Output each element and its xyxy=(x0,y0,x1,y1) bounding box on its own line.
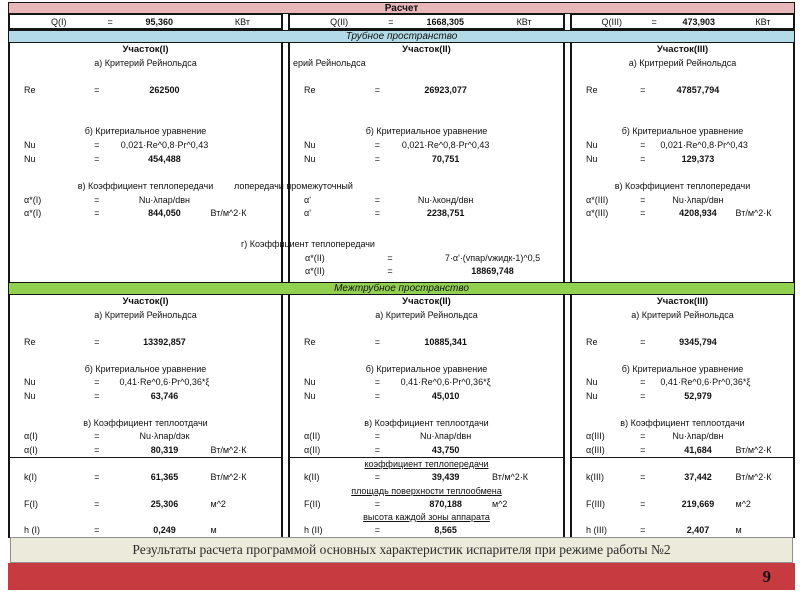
table-row xyxy=(10,84,281,98)
table-row xyxy=(572,444,793,458)
row-unit: м^2 xyxy=(210,498,226,509)
equals-sign: = xyxy=(640,336,646,347)
heading-text: Участок(III) xyxy=(656,44,709,55)
spacer-row xyxy=(10,403,281,417)
spacer-row xyxy=(572,70,793,84)
equals-sign: = xyxy=(640,194,646,205)
table-row xyxy=(572,194,793,208)
heading-text: в) Коэффициент теплоотдачи xyxy=(364,417,489,428)
table-row xyxy=(290,336,563,350)
row-label: h (III) xyxy=(586,525,608,536)
row-label: α' xyxy=(304,194,311,205)
spacer-row xyxy=(10,511,281,524)
row-value: 473,903 xyxy=(682,16,716,27)
heading-text: б) Критериальное уравнение xyxy=(84,126,207,137)
row-label: Nu xyxy=(586,390,598,401)
row-label: Nu xyxy=(304,390,316,401)
row-label: Re xyxy=(304,336,316,347)
block-heading: г) Коэффициент теплопередачи xyxy=(241,239,375,249)
spacer-row xyxy=(572,485,793,498)
row-label: Re xyxy=(24,85,36,96)
spacer-row xyxy=(10,98,281,112)
table-row xyxy=(572,524,793,537)
row-value: 80,319 xyxy=(150,444,179,455)
row-value: 0,249 xyxy=(153,525,176,536)
section-title: Межтрубное пространство xyxy=(334,283,469,294)
heading-text: коэффициент теплопередачи xyxy=(364,459,489,469)
row-value: 47857,794 xyxy=(676,85,720,96)
slide-caption xyxy=(10,537,793,563)
table-column-zone3 xyxy=(570,295,795,457)
equals-sign: = xyxy=(651,16,657,27)
equals-sign: = xyxy=(94,377,100,387)
table-row xyxy=(10,153,281,167)
spacer-row xyxy=(572,98,793,112)
table-row xyxy=(290,139,563,153)
table-heading-row xyxy=(572,125,793,139)
block-rows xyxy=(235,252,565,279)
row-value: 13392,857 xyxy=(143,336,186,347)
row-label: α' xyxy=(304,208,311,219)
row-label: Nu xyxy=(304,377,316,387)
equals-sign: = xyxy=(374,194,380,205)
row-label: Nu xyxy=(24,377,36,387)
row-label: Nu xyxy=(24,139,36,150)
heading-text: а) Критерий Рейнольдса xyxy=(631,309,734,320)
row-value: 7·α'·(vпар/vжидк-1)^0,5 xyxy=(444,252,541,263)
equals-sign: = xyxy=(94,444,100,455)
heading-text: б) Критериальное уравнение xyxy=(621,126,744,137)
heading-text: б) Критериальное уравнение xyxy=(365,126,488,137)
row-label: α(III) xyxy=(586,431,605,441)
row-label: h (II) xyxy=(304,525,323,536)
table-row xyxy=(572,376,793,390)
table-row xyxy=(10,524,281,537)
equals-sign: = xyxy=(94,472,100,483)
row-value: 219,669 xyxy=(681,498,715,509)
row-value: 95,360 xyxy=(145,16,174,27)
row-value: 2238,751 xyxy=(426,208,465,219)
row-value: 52,979 xyxy=(684,390,712,401)
equals-sign: = xyxy=(387,252,393,263)
table-row xyxy=(235,265,565,279)
totals-table xyxy=(8,457,795,537)
spacer-row xyxy=(572,403,793,417)
row-unit: Вт/м^2·К xyxy=(210,444,247,455)
row-unit: м xyxy=(735,525,742,536)
spacer-row xyxy=(572,111,793,125)
row-value: 9345,794 xyxy=(679,336,717,347)
table-column-zone3 xyxy=(570,43,795,282)
row-label: Nu xyxy=(304,153,316,164)
row-value: Nu·λпар/dэк xyxy=(139,431,190,441)
row-unit: Вт/м^2·К xyxy=(210,472,247,483)
heading-text: Участок(I) xyxy=(122,44,169,55)
spacer-row xyxy=(572,349,793,363)
table-row xyxy=(570,13,795,30)
equals-sign: = xyxy=(374,498,380,509)
row-value: 37,442 xyxy=(684,472,712,483)
row-value: 0,41·Re^0,6·Pr^0,36*ξ xyxy=(660,377,751,387)
equals-sign: = xyxy=(94,431,100,441)
row-value: 26923,077 xyxy=(424,85,467,96)
table-heading-row xyxy=(572,363,793,377)
table-row xyxy=(10,444,281,458)
equals-sign: = xyxy=(640,472,646,483)
row-value: 61,365 xyxy=(150,472,179,483)
equals-sign: = xyxy=(640,85,646,96)
table-heading-row xyxy=(10,125,281,139)
row-value: 4208,934 xyxy=(679,208,717,219)
table-row xyxy=(572,153,793,167)
heat-load-row xyxy=(8,13,795,30)
row-value: 25,306 xyxy=(150,498,179,509)
equals-sign: = xyxy=(374,525,380,536)
table-row xyxy=(290,207,563,221)
equals-sign: = xyxy=(640,390,646,401)
equals-sign: = xyxy=(374,431,380,441)
row-value: 870,188 xyxy=(429,498,462,509)
equals-sign: = xyxy=(94,498,100,509)
table-heading-row xyxy=(10,363,281,377)
row-label: Q(III) xyxy=(601,16,623,27)
row-label: α*(III) xyxy=(586,194,609,205)
table-row xyxy=(290,498,563,511)
row-label: F(III) xyxy=(586,498,605,509)
equals-sign: = xyxy=(640,525,646,536)
row-unit: Вт/м^2·К xyxy=(210,208,247,219)
spacer-row xyxy=(10,349,281,363)
equals-sign: = xyxy=(94,390,100,401)
equals-sign: = xyxy=(94,525,100,536)
row-label: α*(I) xyxy=(24,194,42,205)
row-unit: Вт/м^2·К xyxy=(735,444,772,455)
table-row xyxy=(10,207,281,221)
equals-sign: = xyxy=(94,139,100,150)
table-heading-row xyxy=(572,43,793,57)
row-value: 39,439 xyxy=(431,472,460,483)
row-value: Nu·λпар/dвн xyxy=(420,431,472,441)
row-label: Q(II) xyxy=(330,16,349,27)
heading-text: площадь поверхности теплообмена xyxy=(351,485,502,496)
table-row xyxy=(290,524,563,537)
heading-text: ерий Рейнольдса xyxy=(293,57,366,68)
heading-text: б) Критериальное уравнение xyxy=(621,363,744,374)
table-row xyxy=(572,471,793,484)
row-label: α*(II) xyxy=(305,266,325,276)
table-row xyxy=(290,84,563,98)
row-label: F(I) xyxy=(24,498,38,509)
heading-text: в) Коэффициент теплоотдачи xyxy=(83,417,208,428)
table-row xyxy=(572,336,793,350)
row-value: 0,41·Re^0,6·Pr^0,36*ξ xyxy=(119,377,210,387)
heading-text: б) Критериальное уравнение xyxy=(84,363,207,374)
equals-sign: = xyxy=(107,16,113,27)
equals-sign: = xyxy=(94,153,100,164)
equals-sign: = xyxy=(94,194,100,205)
spacer-row xyxy=(572,166,793,180)
spacer-row xyxy=(290,403,563,417)
table-row xyxy=(8,13,283,30)
row-value: 454,488 xyxy=(148,153,181,164)
table-column-zone3 xyxy=(570,457,795,538)
row-label: Nu xyxy=(24,153,36,164)
equals-sign: = xyxy=(640,153,646,164)
row-value: 70,751 xyxy=(431,153,460,164)
row-label: k(III) xyxy=(586,472,604,483)
row-unit: Вт/м^2·К xyxy=(492,472,528,483)
row-value: Nu·λпар/dвн xyxy=(672,431,724,441)
row-label: Re xyxy=(24,336,36,347)
row-value: 1668,305 xyxy=(426,16,465,27)
heading-text: лопередачи промежуточный xyxy=(234,180,353,191)
table-column-zone1 xyxy=(8,457,283,538)
row-value: 262500 xyxy=(149,85,180,96)
row-value: 0,021·Re^0,8·Pr^0,43 xyxy=(660,139,748,150)
table-row xyxy=(10,430,281,444)
heading-text: б) Критериальное уравнение xyxy=(365,363,488,374)
section-title: Трубное пространство xyxy=(345,31,458,42)
equals-sign: = xyxy=(374,472,380,483)
table-row xyxy=(10,471,281,484)
page-number: 9 xyxy=(762,566,771,586)
table-heading-row xyxy=(10,57,281,71)
spacer-row xyxy=(290,349,563,363)
equals-sign: = xyxy=(374,153,380,164)
row-value: 0,41·Re^0,6·Pr^0,36*ξ xyxy=(400,377,491,387)
equals-sign: = xyxy=(640,431,646,441)
spacer-row xyxy=(10,111,281,125)
row-label: k(II) xyxy=(304,472,320,483)
table-row xyxy=(572,84,793,98)
heading-text: Участок(I) xyxy=(122,296,169,307)
shell-space-section-header xyxy=(8,282,795,295)
table-column-zone1 xyxy=(8,295,283,457)
heading-text: а) Критрерий Рейнольдса xyxy=(628,57,737,68)
equals-sign: = xyxy=(640,377,646,387)
table-heading-row xyxy=(572,57,793,71)
row-value: 8,565 xyxy=(434,525,457,536)
equals-sign: = xyxy=(374,390,380,401)
row-value: 10885,341 xyxy=(424,336,467,347)
table-heading-row xyxy=(290,125,563,139)
heading-text: а) Критерий Рейнольдса xyxy=(94,57,197,68)
row-label: Re xyxy=(304,85,316,96)
row-value: 844,050 xyxy=(148,208,181,219)
table-row xyxy=(290,153,563,167)
row-label: Re xyxy=(586,336,598,347)
shell-space-table xyxy=(8,295,795,457)
table-heading-row xyxy=(290,57,563,71)
table-heading-row xyxy=(290,417,563,431)
table-row xyxy=(290,194,563,208)
row-unit: КВт xyxy=(234,16,250,27)
row-unit: м^2 xyxy=(492,498,508,509)
table-heading-row xyxy=(290,363,563,377)
row-label: Nu xyxy=(304,139,316,150)
heading-text: а) Критерий Рейнольдса xyxy=(375,309,478,320)
spacer-row xyxy=(10,166,281,180)
row-value: 0,021·Re^0,8·Pr^0,43 xyxy=(120,139,209,150)
table-heading-row xyxy=(290,295,563,309)
heading-text: Участок(II) xyxy=(402,296,451,307)
table-column-zone2 xyxy=(288,457,565,538)
equals-sign: = xyxy=(374,377,380,387)
row-value: 43,750 xyxy=(431,444,460,455)
row-value: Nu·λпар/dвн xyxy=(138,194,191,205)
equals-sign: = xyxy=(387,266,393,276)
row-value: 0,021·Re^0,8·Pr^0,43 xyxy=(401,139,490,150)
table-row xyxy=(290,444,563,458)
spacer-row xyxy=(10,485,281,498)
table-heading-row xyxy=(290,485,563,498)
spacer-row xyxy=(290,322,563,336)
row-label: α*(II) xyxy=(305,252,325,263)
row-value: 2,407 xyxy=(686,525,710,536)
equals-sign: = xyxy=(374,444,380,455)
row-unit: Вт/м^2·К xyxy=(735,208,772,219)
spacer-row xyxy=(10,322,281,336)
table-row xyxy=(10,390,281,404)
row-label: h (I) xyxy=(24,525,41,536)
equals-sign: = xyxy=(640,139,646,150)
equals-sign: = xyxy=(388,16,394,27)
table-row xyxy=(10,498,281,511)
heading-text: Участок(II) xyxy=(402,44,451,55)
table-row xyxy=(572,390,793,404)
row-value: Nu·λконд/dвн xyxy=(417,194,474,205)
table-heading-row xyxy=(572,417,793,431)
table-row xyxy=(572,498,793,511)
row-label: Nu xyxy=(586,139,598,150)
row-label: α(I) xyxy=(24,444,38,455)
heading-text: Участок(III) xyxy=(656,296,709,307)
table-row xyxy=(10,139,281,153)
equals-sign: = xyxy=(94,85,100,96)
equals-sign: = xyxy=(374,336,380,347)
row-label: α(III) xyxy=(586,444,605,455)
row-label: k(I) xyxy=(24,472,37,483)
equals-sign: = xyxy=(374,208,380,219)
table-heading-row xyxy=(290,511,563,524)
tube-space-section-header xyxy=(8,30,795,43)
row-unit: Вт/м^2·К xyxy=(735,472,772,483)
heading-text: а) Критерий Рейнольдса xyxy=(94,309,197,320)
table-heading-row xyxy=(10,43,281,57)
row-value: 63,746 xyxy=(150,390,179,401)
table-row xyxy=(288,13,565,30)
table-row xyxy=(290,376,563,390)
row-label: α*(III) xyxy=(586,208,609,219)
table-heading-row xyxy=(572,309,793,323)
row-unit: КВт xyxy=(516,16,532,27)
spacer-row xyxy=(10,70,281,84)
equals-sign: = xyxy=(374,85,380,96)
slide-footer-bar xyxy=(8,563,795,590)
table-heading-row xyxy=(572,295,793,309)
row-label: α(I) xyxy=(24,431,38,441)
row-value: Nu·λпар/dвн xyxy=(672,194,724,205)
row-label: F(II) xyxy=(304,498,321,509)
row-label: Re xyxy=(586,85,598,96)
spacer-row xyxy=(290,98,563,112)
spacer-row xyxy=(290,166,563,180)
row-label: Q(I) xyxy=(51,16,67,27)
spacer-row xyxy=(572,458,793,471)
row-label: α*(I) xyxy=(24,208,42,219)
row-label: Nu xyxy=(586,153,598,164)
table-row xyxy=(572,430,793,444)
table-heading-row xyxy=(290,309,563,323)
table-heading-row xyxy=(10,417,281,431)
row-label: Nu xyxy=(24,390,36,401)
heading-text: высота каждой зоны аппарата xyxy=(363,512,490,523)
table-row xyxy=(572,207,793,221)
table-row xyxy=(235,252,565,266)
table-row xyxy=(290,471,563,484)
equals-sign: = xyxy=(374,139,380,150)
row-value: 18869,748 xyxy=(471,266,514,276)
caption-text: Результаты расчета программой основных характеристик испарителя при режиме работы №2 xyxy=(132,542,671,557)
spacer-row xyxy=(10,458,281,471)
intermediate-coefficient-block xyxy=(235,238,565,279)
row-label: α(II) xyxy=(304,431,321,441)
table-row xyxy=(572,139,793,153)
row-label: Nu xyxy=(586,377,598,387)
table-heading-row xyxy=(10,309,281,323)
table-row xyxy=(10,336,281,350)
spacer-row xyxy=(290,111,563,125)
equals-sign: = xyxy=(640,498,646,509)
row-unit: КВт xyxy=(755,16,771,27)
table-row xyxy=(10,194,281,208)
table-heading-row xyxy=(290,43,563,57)
table-heading-row xyxy=(10,295,281,309)
equals-sign: = xyxy=(640,208,646,219)
table-row xyxy=(290,390,563,404)
row-value: 129,373 xyxy=(681,153,715,164)
row-unit: м xyxy=(210,525,217,536)
equals-sign: = xyxy=(94,208,100,219)
row-label: α(II) xyxy=(304,444,321,455)
heading-text: в) Коэффициент теплопередачи xyxy=(614,180,751,191)
row-value: 45,010 xyxy=(431,390,460,401)
equals-sign: = xyxy=(94,336,100,347)
row-unit: м^2 xyxy=(735,498,751,509)
row-value: 41,684 xyxy=(684,444,712,455)
table-row xyxy=(290,430,563,444)
page-title: Расчет xyxy=(384,2,419,14)
table-heading-row xyxy=(572,180,793,194)
spacer-row xyxy=(572,322,793,336)
heading-text: в) Коэффициент теплоотдачи xyxy=(620,417,745,428)
spacer-row xyxy=(290,70,563,84)
table-heading-row xyxy=(234,180,563,194)
table-heading-row xyxy=(290,458,563,471)
spacer-row xyxy=(572,511,793,524)
equals-sign: = xyxy=(640,444,646,455)
table-row xyxy=(10,376,281,390)
heading-text: в) Коэффициент теплопередачи xyxy=(77,180,214,191)
table-column-zone2 xyxy=(288,295,565,457)
